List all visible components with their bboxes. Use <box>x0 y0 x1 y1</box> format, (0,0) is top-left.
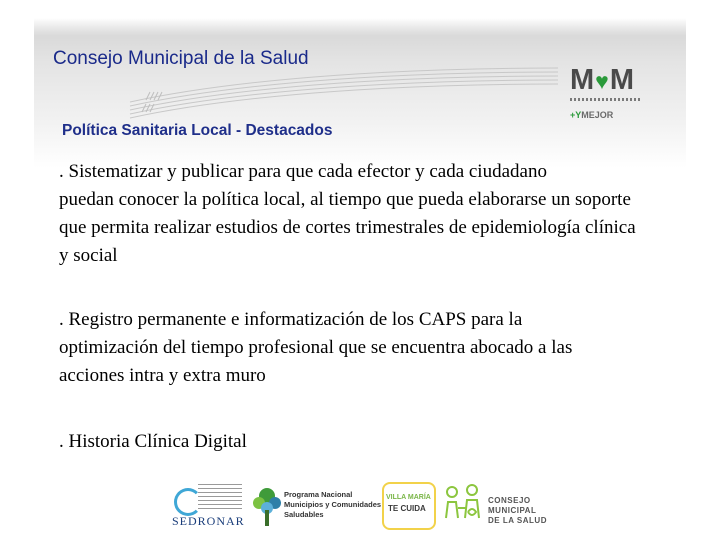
bullet-line: y social <box>59 245 118 266</box>
bullet-historia-clinica <box>59 428 247 456</box>
bullet-line: . Registro permanente e informatización de los CAPS para la <box>59 309 523 330</box>
page-subtitle: Política Sanitaria Local - Destacados <box>62 122 333 139</box>
tree-icon <box>252 486 282 528</box>
sedronar-logo: SEDRONAR <box>170 482 244 534</box>
villa-maria-te-cuida-logo: VILLA MARÍA TE CUIDA <box>382 482 436 534</box>
programa-nacional-logo: Programa Nacional Municipios y Comunidades Saludables <box>250 482 380 534</box>
consejo-municipal-logo: CONSEJO MUNICIPAL DE LA SALUD <box>442 482 552 534</box>
page-title: Consejo Municipal de la Salud <box>53 48 309 69</box>
municipal-logo <box>560 60 652 130</box>
bullet-line: optimización del tiempo profesional que se encuentra abocado a las <box>59 337 573 358</box>
bullet-sistematizar <box>59 158 636 270</box>
bullet-line: . Historia Clínica Digital <box>59 431 247 452</box>
bullet-line: . Sistematizar y publicar para que cada efector y cada ciudadano <box>59 161 547 182</box>
heart-icon: ♥ <box>595 68 610 94</box>
people-icon <box>442 482 486 530</box>
logo-divider <box>570 98 640 101</box>
sedronar-fine-print-decoration <box>198 484 242 510</box>
bullet-line: acciones intra y extra muro <box>59 365 266 386</box>
logo-mark: M♥M <box>570 64 635 96</box>
bullet-line: que permita realizar estudios de cortes trimestrales de epidemiología clínica <box>59 217 636 238</box>
bullet-registro <box>59 306 572 390</box>
logo-tagline: +YMEJOR <box>570 110 614 120</box>
bullet-line: puedan conocer la política local, al tiempo que pueda elaborarse un soporte <box>59 189 631 210</box>
